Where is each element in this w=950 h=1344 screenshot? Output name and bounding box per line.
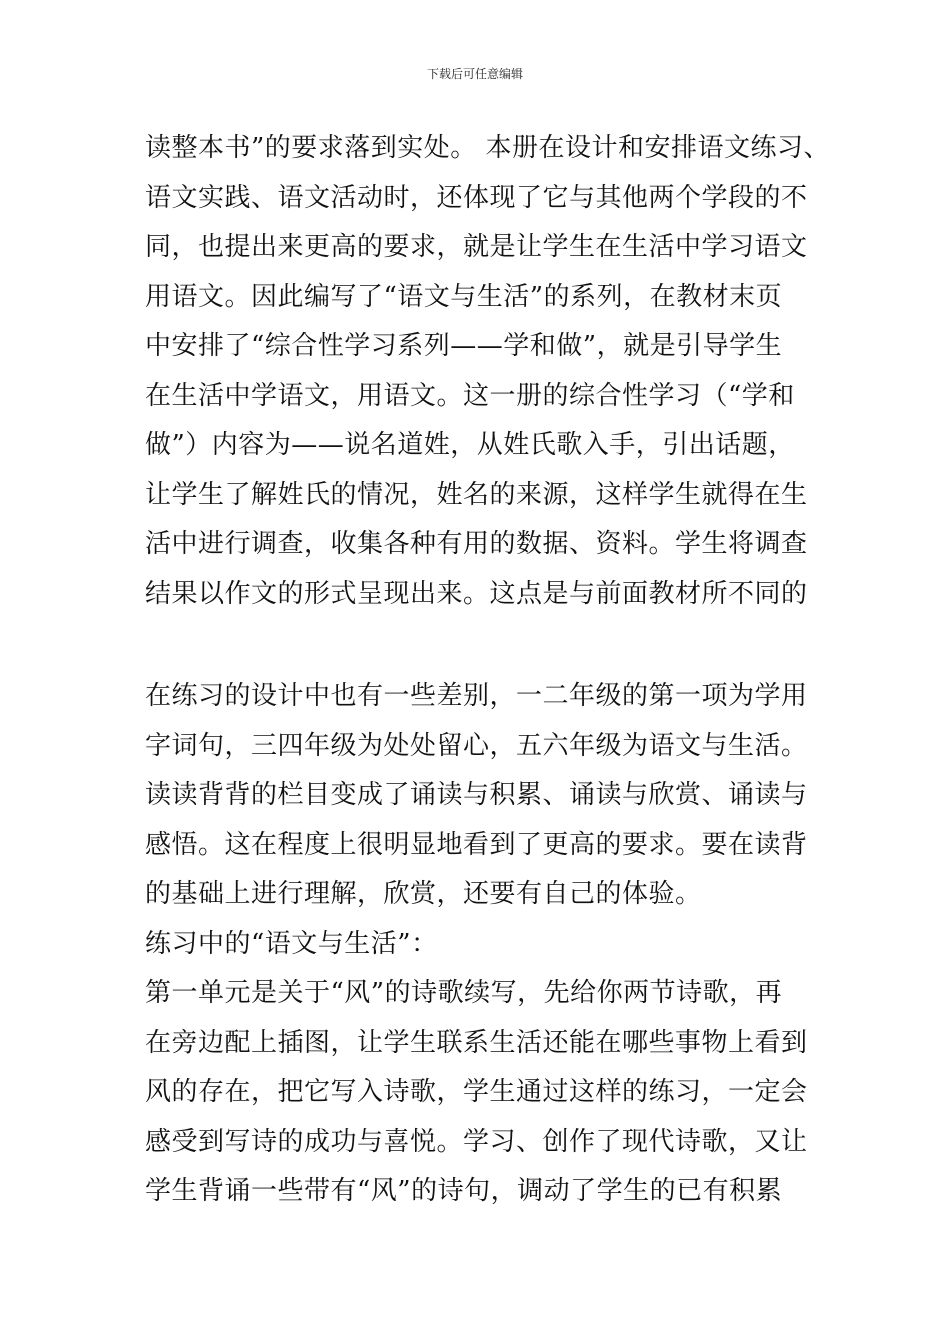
text-line: 语文实践、语文活动时，还体现了它与其他两个学段的不	[145, 182, 808, 213]
text-line: 风的存在，把它写入诗歌，学生通过这样的练习，一定会	[145, 1077, 808, 1107]
text-line: 结果以作文的形式呈现出来。这点是与前面教材所不同的	[145, 578, 808, 609]
paragraph-1	[145, 124, 831, 619]
text-line: 字词句，三四年级为处处留心，五六年级为语文与生活。	[145, 730, 808, 761]
text-line: 在生活中学语文，用语文。这一册的综合性学习（“学和	[145, 380, 795, 411]
page-header: 下载后可任意编辑	[426, 67, 523, 81]
text-line: 学生背诵一些带有“风”的诗句，调动了学生的已有积累	[145, 1176, 783, 1206]
text-line: 的基础上进行理解，欣赏，还要有自己的体验。	[145, 879, 702, 909]
text-line: 第一单元是关于“风”的诗歌续写，先给你两节诗歌，再	[145, 978, 783, 1008]
text-line: 做”）内容为——说名道姓，从姓氏歌入手，引出话题，	[145, 430, 795, 460]
text-line: 活中进行调查，收集各种有用的数据、资料。学生将调查	[145, 529, 808, 559]
text-line: 读读背背的栏目变成了诵读与积累、诵读与欣赏、诵读与	[145, 780, 808, 810]
text-line: 感悟。这在程度上很明显地看到了更高的要求。要在读背	[145, 829, 808, 860]
text-line: 在旁边配上插图，让学生联系生活还能在哪些事物上看到	[145, 1027, 808, 1058]
text-line: 感受到写诗的成功与喜悦。学习、创作了现代诗歌，又让	[145, 1126, 808, 1157]
text-line: 读整本书”的要求落到实处。 本册在设计和安排语文练习、	[145, 133, 831, 163]
paragraph-2	[145, 672, 825, 1217]
text-line: 中安排了“综合性学习系列——学和做”，就是引导学生	[145, 331, 783, 361]
text-line: 在练习的设计中也有一些差别，一二年级的第一项为学用	[145, 681, 808, 711]
text-line: 同，也提出来更高的要求，就是让学生在生活中学习语文	[145, 232, 808, 262]
text-line: 用语文。因此编写了“语文与生活”的系列，在教材末页	[145, 281, 783, 312]
text-line: 练习中的“语文与生活”：	[145, 928, 438, 959]
text-line: 让学生了解姓氏的情况，姓名的来源，这样学生就得在生	[145, 479, 808, 510]
